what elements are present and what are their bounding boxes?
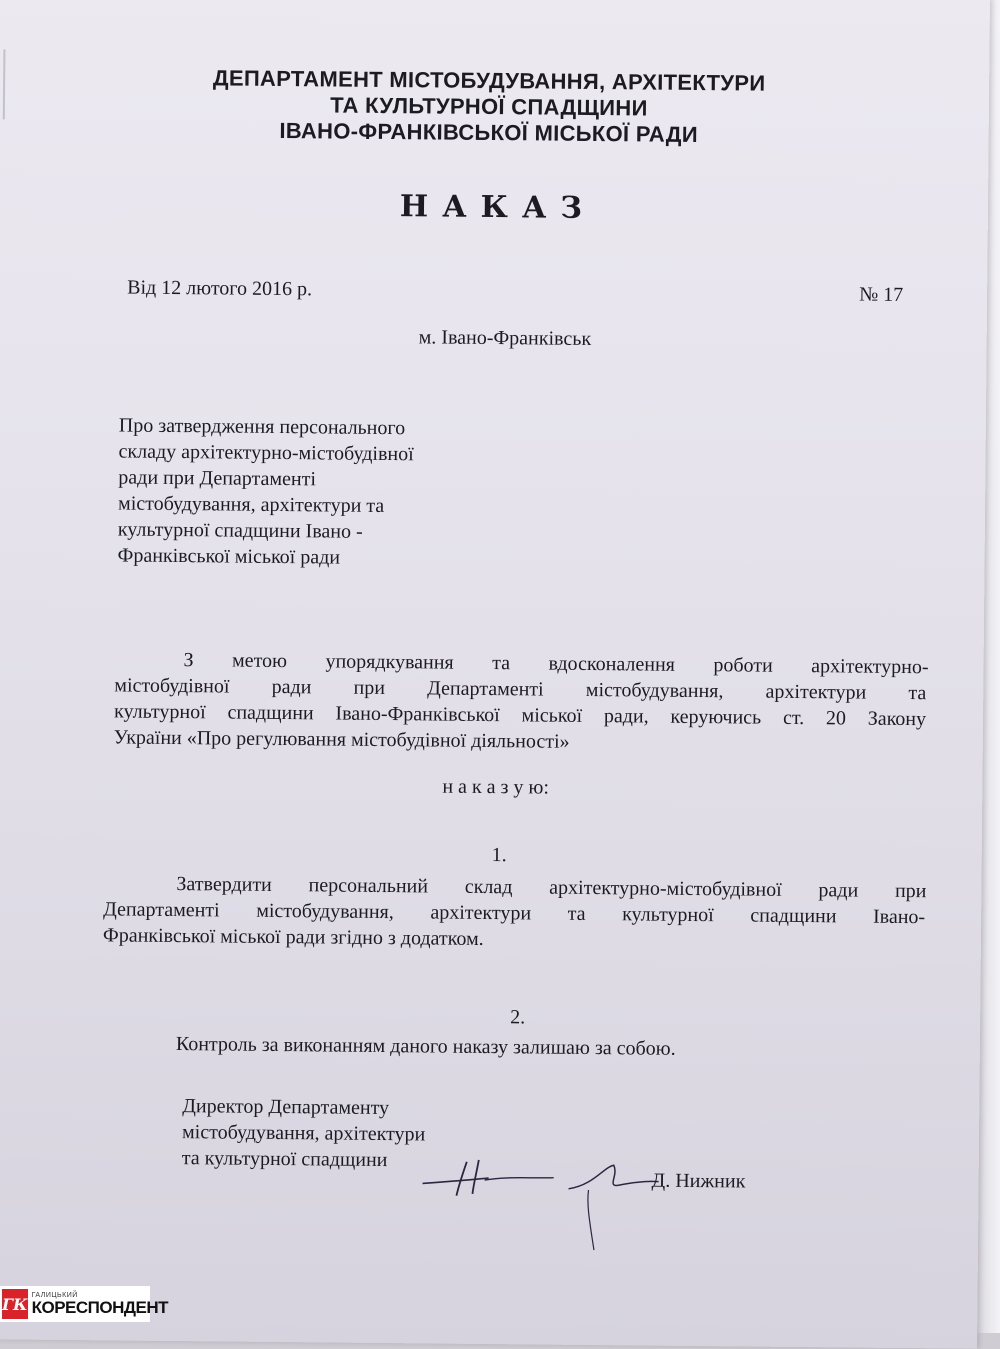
preamble-line-4: України «Про регулювання містобудівної діяльності» [113, 726, 570, 753]
city-line: м. Івано-Франківськ [418, 326, 592, 350]
item-2-text: Контроль за виконанням даного наказу залишаю за собою. [175, 1033, 676, 1060]
logo-small-text: ГАЛИЦЬКИЙ [31, 1292, 78, 1299]
signatory-name: Д. Нижник [651, 1169, 746, 1193]
order-number: № 17 [859, 283, 904, 306]
preamble-line-1: З метою упорядкування та вдосконалення роботи архітектурно- [183, 649, 929, 679]
header-line-3: ІВАНО-ФРАНКІВСЬКОЇ МІСЬКОЇ РАДИ [279, 117, 699, 148]
item-2-number: 2. [510, 1006, 526, 1029]
document-title: НАКАЗ [399, 189, 597, 227]
subject-line-4: містобудування, архітектури та [117, 492, 385, 518]
subject-line-1: Про затвердження персонального [118, 414, 406, 440]
preamble-line-3: культурної спадщини Івано-Франківської міської ради, керуючись ст. 20 Закону [113, 700, 927, 731]
signatory-title-2: містобудування, архітектури [181, 1121, 426, 1146]
item-1-line-2: Департаменті містобудування, архітектури та культурної спадщини Івано- [103, 898, 926, 929]
signatory-title-1: Директор Департаменту [182, 1095, 390, 1120]
order-word: н а к а з у ю: [442, 775, 550, 799]
handwritten-signature [418, 1143, 719, 1256]
item-1-number: 1. [491, 844, 507, 867]
header-line-1: ДЕПАРТАМЕНТ МІСТОБУДУВАННЯ, АРХІТЕКТУРИ [212, 65, 766, 96]
item-1-line-3: Франківської міської ради згідно з додатком. [102, 924, 484, 950]
watermark-logo [0, 1286, 168, 1322]
date-line: Від 12 лютого 2016 р. [127, 276, 313, 301]
item-1-line-1: Затвердити персональний склад архітектурно-містобудівної ради при [176, 873, 927, 903]
subject-line-6: Франківської міської ради [117, 544, 341, 569]
preamble-line-2: містобудівної ради при Департаменті містобудування, архітектури та [114, 674, 927, 705]
subject-line-5: культурної спадщини Івано - [117, 518, 363, 543]
header-line-2: ТА КУЛЬТУРНОЇ СПАДЩИНИ [330, 92, 648, 121]
subject-line-2: складу архітектурно-містобудівної [118, 440, 414, 466]
subject-line-3: ради при Департаменті [118, 466, 317, 491]
signatory-title-3: та культурної спадщини [181, 1147, 388, 1172]
logo-mark-icon: ГК [2, 1289, 28, 1319]
logo-big-text: КОРЕСПОНДЕНТ [31, 1298, 168, 1317]
